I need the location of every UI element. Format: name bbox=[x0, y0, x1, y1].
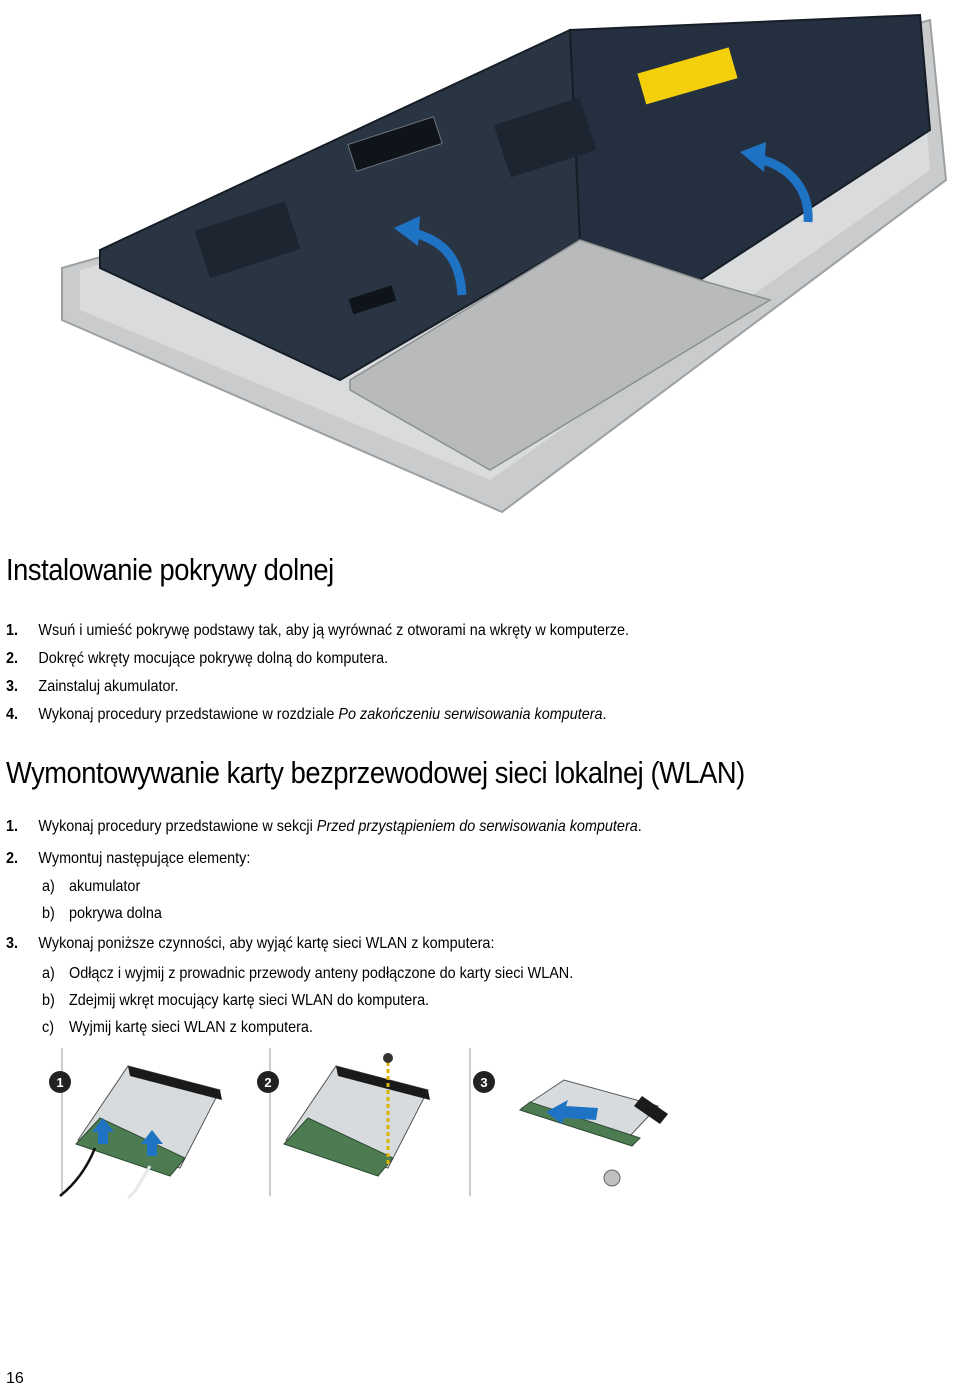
list-item: 3. Wykonaj poniższe czynności, aby wyjąć kartę sieci WLAN z komputera: bbox=[6, 935, 495, 952]
list-item: b) pokrywa dolna bbox=[42, 905, 162, 922]
list-item: a) akumulator bbox=[42, 878, 141, 895]
step-badge-number: 2 bbox=[264, 1075, 272, 1090]
laptop-bottom-illustration bbox=[50, 0, 950, 520]
step-badge-number: 1 bbox=[56, 1075, 64, 1090]
list-item: 2. Wymontuj następujące elementy: bbox=[6, 850, 251, 867]
list-item: c) Wyjmij kartę sieci WLAN z komputera. bbox=[42, 1019, 313, 1036]
list-item: a) Odłącz i wyjmij z prowadnic przewody anteny podłączone do karty sieci WLAN. bbox=[42, 965, 574, 982]
section-title-install-cover: Instalowanie pokrywy dolnej bbox=[6, 552, 334, 587]
antenna-cable bbox=[60, 1148, 95, 1196]
cross-reference-link[interactable]: Przed przystąpieniem do serwisowania komputera bbox=[316, 818, 638, 835]
list-item: 3. Zainstaluj akumulator. bbox=[6, 678, 179, 695]
step-badge-number: 3 bbox=[480, 1075, 488, 1090]
cross-reference-link[interactable]: Po zakończeniu serwisowania komputera bbox=[338, 706, 603, 723]
section-title-remove-wlan: Wymontowywanie karty bezprzewodowej sieci lokalnej (WLAN) bbox=[6, 755, 745, 790]
list-item: 2. Dokręć wkręty mocujące pokrywę dolną do komputera. bbox=[6, 650, 389, 667]
screw-icon bbox=[604, 1170, 620, 1186]
list-item: 1. Wykonaj procedury przedstawione w sekcji Przed przystąpieniem do serwisowania komputera. bbox=[6, 818, 642, 835]
screw-icon bbox=[383, 1053, 393, 1063]
page-number: 16 bbox=[6, 1370, 24, 1387]
battery-cover bbox=[570, 15, 930, 280]
list-item: 1. Wsuń i umieść pokrywę podstawy tak, aby ją wyrównać z otworami na wkręty w komputerze. bbox=[6, 622, 630, 639]
antenna-cable bbox=[128, 1166, 150, 1198]
list-item: b) Zdejmij wkręt mocujący kartę sieci WLAN do komputera. bbox=[42, 992, 430, 1009]
list-item: 4. Wykonaj procedury przedstawione w rozdziale Po zakończeniu serwisowania komputera. bbox=[6, 706, 607, 723]
wlan-removal-illustration bbox=[40, 1048, 680, 1203]
